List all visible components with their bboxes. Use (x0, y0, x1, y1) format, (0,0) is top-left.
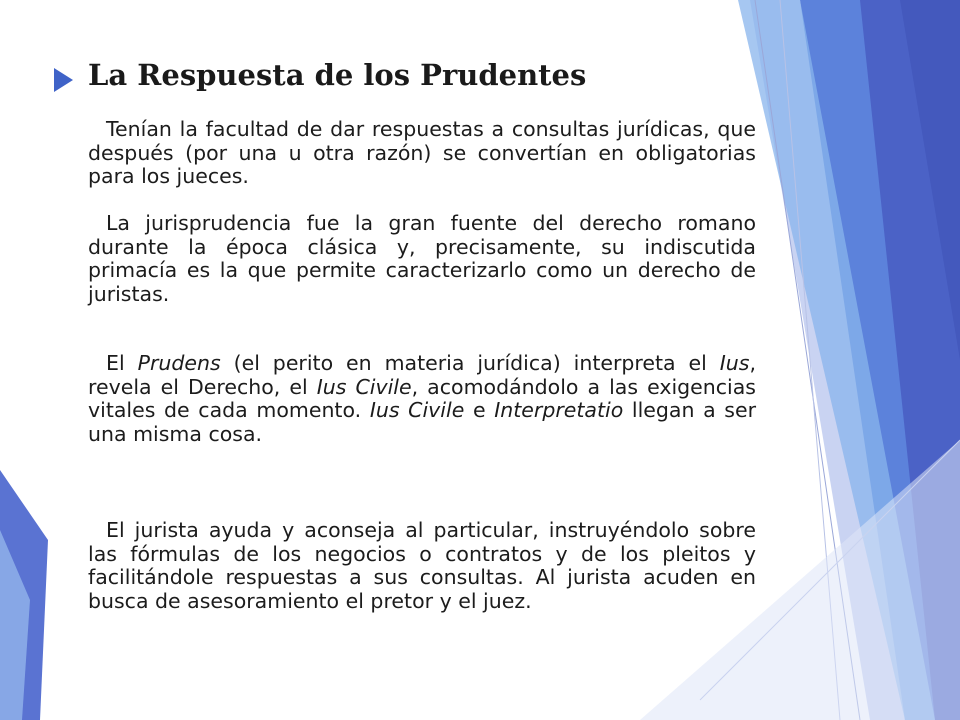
slide-title: La Respuesta de los Prudentes (88, 58, 587, 92)
italic-term: Ius (719, 351, 750, 375)
paragraph-text: llegan a ser una misma cosa. (88, 398, 757, 446)
italic-term: Ius Civile (369, 398, 465, 422)
paragraph-text: (el perito en materia jurídica) interpreta el (220, 351, 720, 375)
italic-term: Prudens (137, 351, 221, 375)
paragraph-text: El jurista ayuda y aconseja al particular, instruyéndolo sobre las fórmulas de los negocios o contratos y de los pleitos y facilitándole respuestas a sus consultas. Al jurista acuden en busca de asesoramiento el pretor y el juez. (88, 518, 756, 613)
paragraph-2 (88, 212, 756, 306)
paragraph-text: La jurisprudencia fue la gran fuente del derecho romano durante la época clásica y, precisamente, su indiscutida primacía es la que permite caracterizarlo como un derecho de juristas. (88, 211, 756, 306)
paragraph-text: e (464, 398, 495, 422)
paragraph-4 (88, 519, 756, 613)
paragraph-text: Tenían la facultad de dar respuestas a consultas jurídicas, que después (por una u otra razón) se convertían en obligatorias para los jueces. (88, 117, 756, 188)
paragraph-text: El (106, 351, 138, 375)
paragraph-1 (88, 118, 756, 189)
right-triangle-bullet-icon (54, 68, 73, 92)
paragraph-3 (88, 352, 756, 446)
paragraph-text: , acomodándolo a las exigencias vitales de cada momento. (88, 374, 756, 422)
italic-term: Interpretatio (494, 398, 624, 422)
paragraph-text: , revela el Derecho, el (88, 351, 756, 399)
italic-term: Ius Civile (316, 374, 412, 399)
